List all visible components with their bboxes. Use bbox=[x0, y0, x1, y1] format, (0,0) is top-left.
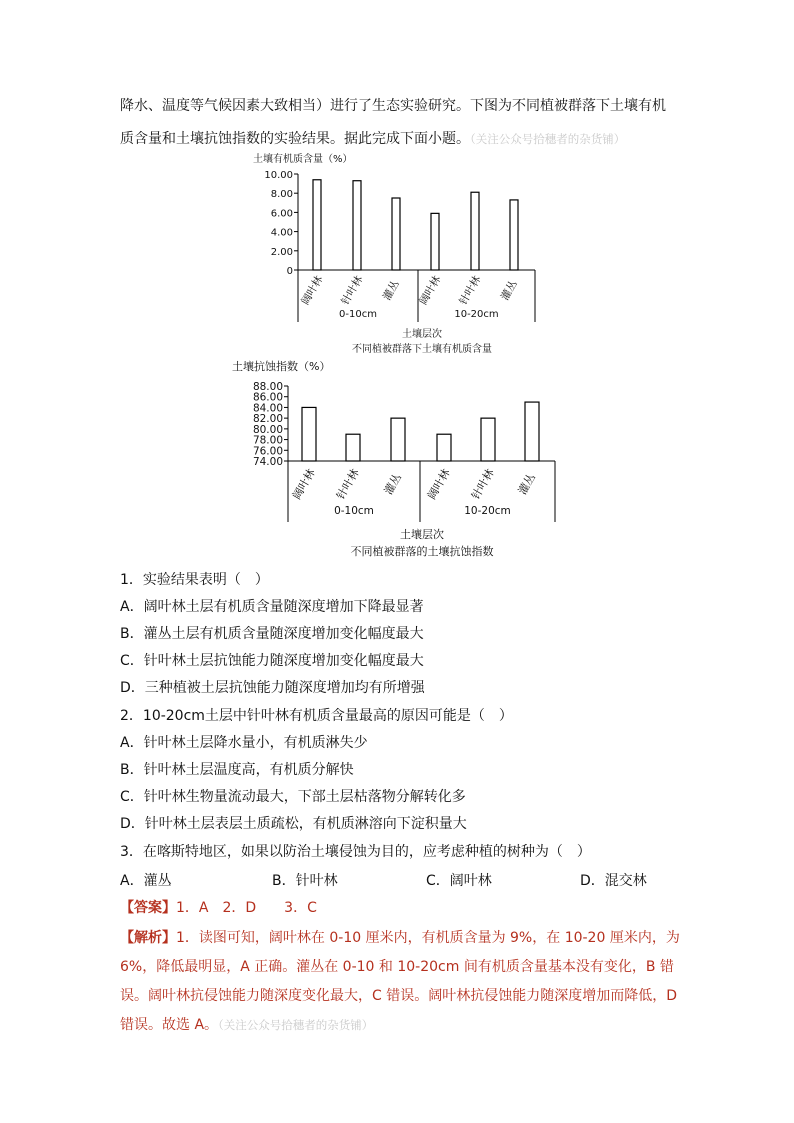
bar bbox=[481, 418, 495, 461]
bar bbox=[313, 180, 321, 270]
group-label: 0-10cm bbox=[334, 505, 374, 517]
watermark-text: （关注公众号拾穗者的杂货铺） bbox=[470, 132, 626, 146]
analysis-label: 【解析】 bbox=[120, 930, 176, 946]
y-axis-title: 土壤抗蚀指数（%） bbox=[232, 360, 331, 373]
answer-label: 【答案】 bbox=[120, 900, 176, 916]
analysis-text: 1．读图可知，阔叶林在 0-10 厘米内，有机质含量为 9%，在 10-20 厘米内，为 6%，降低最明显，A 正确。灌丛在 0-10 和 10-20cm 间有机质含量基本没有变化，B 错误。阔叶林抗侵蚀能力随深度变化最大，C 错误。阔叶林抗侵蚀能力随深度增加而降低，D 错误。故选 A。 bbox=[120, 930, 680, 1033]
y-tick-label: 6.00 bbox=[270, 208, 293, 220]
category-label: 阔叶林 bbox=[299, 273, 326, 308]
category-label: 针叶林 bbox=[334, 466, 362, 502]
bar bbox=[353, 181, 361, 270]
category-label: 阔叶林 bbox=[417, 273, 444, 308]
chart-title: 不同植被群落的土壤抗蚀指数 bbox=[350, 545, 494, 558]
q1-option-d[interactable]: D．三种植被土层抗蚀能力随深度增加均有所增强 bbox=[120, 680, 425, 696]
y-tick-label: 88.00 bbox=[252, 381, 283, 393]
y-tick-label: 84.00 bbox=[252, 402, 283, 415]
y-tick-label: 78.00 bbox=[252, 434, 283, 447]
q1-option-c[interactable]: C．针叶林土层抗蚀能力随深度增加变化幅度最大 bbox=[120, 653, 424, 669]
q1-option-a[interactable]: A．阔叶林土层有机质含量随深度增加下降最显著 bbox=[120, 599, 424, 615]
category-label: 灌丛 bbox=[380, 278, 402, 303]
y-tick-label: 0 bbox=[286, 266, 293, 277]
y-tick-label: 10.00 bbox=[264, 170, 293, 181]
q2-option-c[interactable]: C．针叶林生物量流动最大，下部土层枯落物分解转化多 bbox=[120, 789, 466, 805]
y-tick-label: 76.00 bbox=[252, 445, 283, 458]
q3-option-d[interactable]: D．混交林 bbox=[580, 873, 647, 889]
bar bbox=[302, 407, 316, 461]
question-1: 1．实验结果表明（ ） bbox=[120, 572, 269, 588]
y-tick-label: 2.00 bbox=[270, 246, 293, 258]
bar bbox=[391, 418, 405, 461]
bar bbox=[346, 434, 360, 461]
bar bbox=[431, 213, 439, 270]
category-label: 阔叶林 bbox=[290, 466, 318, 502]
question-2: 2．10-20cm土层中针叶林有机质含量最高的原因可能是（ ） bbox=[120, 708, 513, 724]
question-3: 3．在喀斯特地区，如果以防治土壤侵蚀为目的，应考虑种植的树种为（ ） bbox=[120, 844, 591, 860]
x-axis-title: 土壤层次 bbox=[402, 329, 442, 340]
q2-option-a[interactable]: A．针叶林土层降水量小，有机质淋失少 bbox=[120, 735, 368, 751]
category-label: 针叶林 bbox=[469, 466, 497, 502]
bar bbox=[471, 192, 479, 270]
category-label: 灌丛 bbox=[515, 471, 539, 498]
bar bbox=[510, 200, 518, 270]
q3-option-c[interactable]: C．阔叶林 bbox=[426, 873, 492, 889]
answer-line bbox=[120, 898, 317, 918]
y-axis-title: 土壤有机质含量（%） bbox=[253, 154, 353, 165]
y-tick-label: 80.00 bbox=[252, 423, 283, 436]
category-label: 针叶林 bbox=[339, 273, 366, 308]
chart-title: 不同植被群落下土壤有机质含量 bbox=[352, 344, 492, 355]
bar bbox=[525, 402, 539, 461]
y-tick-label: 86.00 bbox=[252, 391, 283, 404]
y-tick-label: 74.00 bbox=[252, 456, 283, 468]
category-label: 灌丛 bbox=[381, 471, 405, 498]
bar bbox=[392, 198, 400, 270]
category-label: 灌丛 bbox=[498, 278, 520, 303]
organic-matter-chart bbox=[228, 150, 558, 364]
group-label: 0-10cm bbox=[339, 309, 377, 320]
group-label: 10-20cm bbox=[464, 505, 511, 517]
erosion-resistance-chart bbox=[228, 356, 568, 568]
q1-option-b[interactable]: B．灌丛土层有机质含量随深度增加变化幅度最大 bbox=[120, 626, 424, 642]
q2-option-b[interactable]: B．针叶林土层温度高，有机质分解快 bbox=[120, 762, 354, 778]
analysis-watermark: （关注公众号拾穗者的杂货铺） bbox=[218, 1018, 374, 1032]
q2-option-d[interactable]: D．针叶林土层表层土质疏松，有机质淋溶向下淀积量大 bbox=[120, 816, 467, 832]
bar bbox=[437, 434, 451, 461]
category-label: 阔叶林 bbox=[425, 466, 453, 502]
y-tick-label: 8.00 bbox=[270, 189, 293, 201]
q3-option-b[interactable]: B．针叶林 bbox=[272, 873, 338, 889]
intro-paragraph bbox=[120, 90, 680, 156]
intro-line-1: 降水、温度等气候因素大致相当）进行了生态实验研究。下图为不同植被群落下土壤有机 bbox=[120, 98, 666, 114]
y-tick-label: 4.00 bbox=[270, 227, 293, 239]
analysis-paragraph bbox=[120, 924, 680, 1040]
answer-text: 1．A 2．D 3．C bbox=[176, 900, 317, 916]
y-tick-label: 82.00 bbox=[252, 413, 283, 426]
q3-option-a[interactable]: A．灌丛 bbox=[120, 873, 172, 889]
intro-line-2-text: 质含量和土壤抗蚀指数的实验结果。据此完成下面小题。 bbox=[120, 131, 470, 147]
category-label: 针叶林 bbox=[457, 273, 484, 308]
x-axis-title: 土壤层次 bbox=[400, 528, 444, 541]
group-label: 10-20cm bbox=[454, 309, 499, 320]
